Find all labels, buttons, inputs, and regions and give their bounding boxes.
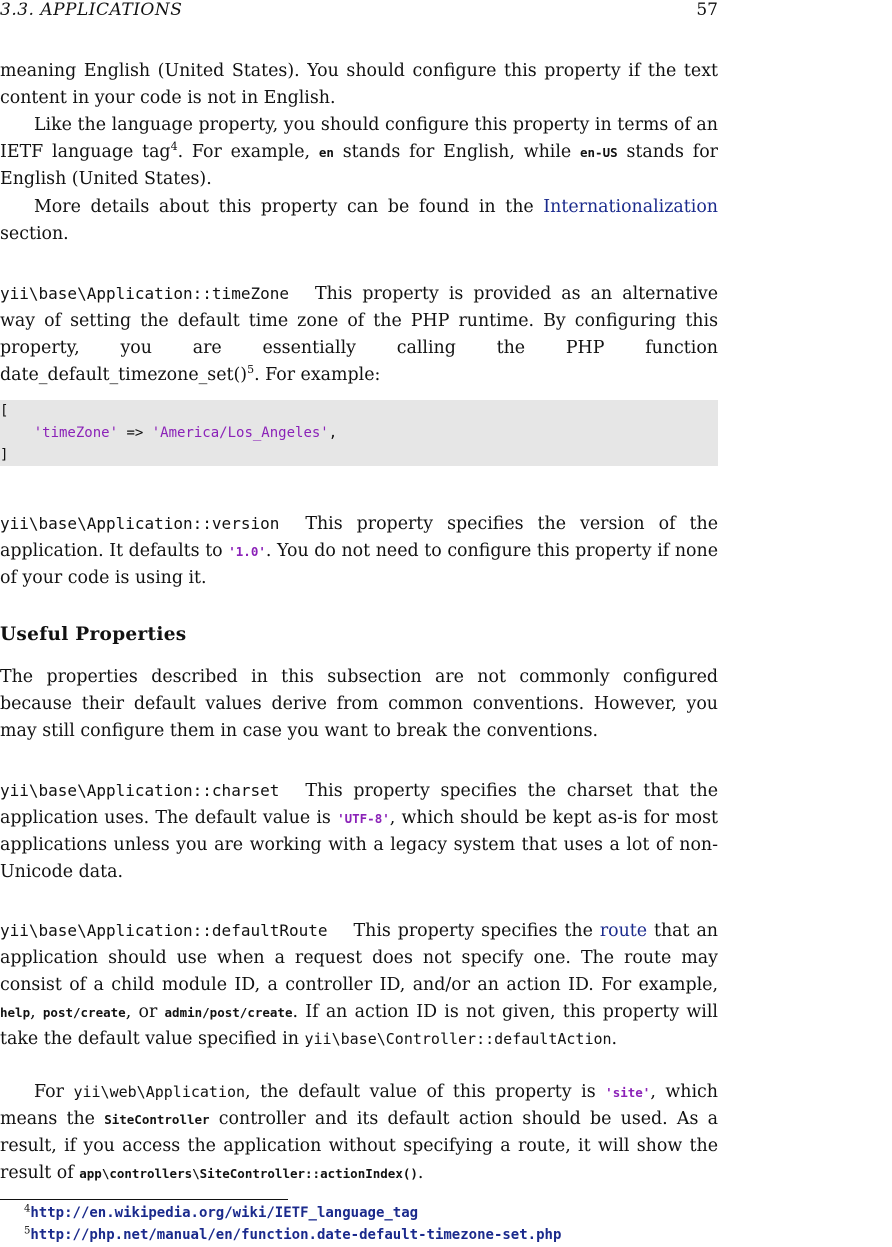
charset-term: yii\base\Application::charset	[0, 781, 280, 800]
footnote-5-url[interactable]: http://php.net/manual/en/function.date-default-timezone-set.php	[30, 1227, 562, 1243]
code-line-3: ]	[0, 447, 9, 463]
inline-code-en-us: en-US	[580, 145, 618, 160]
page-number: 57	[696, 0, 718, 20]
inline-code-default-action: yii\base\Controller::defaultAction	[304, 1030, 612, 1048]
version-term: yii\base\Application::version	[0, 514, 280, 533]
footnote-divider	[0, 1199, 288, 1200]
paragraph-language-end: meaning English (United States). You should configure this property if the text content in your code is not in English.	[0, 61, 718, 108]
inline-code-post-create: post/create	[42, 1005, 126, 1020]
inline-code-admin-post-create: admin/post/create	[164, 1005, 293, 1020]
footnote-4-number: 4	[24, 1203, 31, 1215]
useful-properties-heading: Useful Properties	[0, 624, 187, 645]
footnote-5-number: 5	[24, 1225, 31, 1237]
charset-property: yii\base\Application::charset This property specifies the charset that the application uses. The default value is 'UTF-8', which should be kept as-is for most applications unless you are working with a legacy system that uses a lot of non-Unicode data.	[0, 781, 718, 882]
paragraph-ietf-tag: Like the language property, you should configure this property in terms of an IETF language tag$^4$. For example, en stands for English, while en-US stands for English (United States).	[0, 115, 718, 189]
default-route-property: yii\base\Application::defaultRoute This property specifies the route that an application should use when a request does not specify one. The route may consist of a child module ID, a controller ID, and/or an action ID. For example, help, post/create, or admin/post/create. If an action ID is not given, this property will take the default value specified in yii\base\Controller::defaultAction.	[0, 921, 719, 1049]
code-line-1: [	[0, 403, 9, 419]
inline-code-web-application: yii\web\Application	[73, 1083, 246, 1101]
route-link[interactable]: route	[599, 921, 648, 941]
running-header	[0, 0, 718, 22]
code-line-2: 'timeZone' => 'America/Los_Angeles',	[33, 425, 338, 441]
default-route-value: 'site'	[605, 1085, 651, 1100]
footnote-ref-5[interactable]: 5	[247, 363, 255, 377]
timezone-property: yii\base\Application::timeZone This property is provided as an alternative way of setting the default time zone of the PHP runtime. By configuring this property, you are essentially calling the PHP function date_default_timezone_set()$^5$. For example:	[0, 284, 718, 385]
inline-code-en: en	[318, 145, 334, 160]
default-route-web-paragraph: For yii\web\Application, the default value of this property is 'site', which means the SiteController controller and its default action should be used. As a result, if you access the application without specifying a route, it will show the result of app\controllers\SiteController::actionIndex().	[0, 1082, 718, 1183]
footnote-4-url[interactable]: http://en.wikipedia.org/wiki/IETF_language_tag	[30, 1205, 419, 1221]
version-default-value: '1.0'	[228, 544, 266, 559]
footnote-5[interactable]	[24, 1227, 561, 1243]
inline-code-help: help	[0, 1005, 31, 1020]
timezone-term: yii\base\Application::timeZone	[0, 284, 289, 303]
charset-default-value: 'UTF-8'	[337, 811, 390, 826]
inline-code-action-index: app\controllers\SiteController::actionIndex()	[79, 1166, 418, 1181]
version-property: yii\base\Application::version This property specifies the version of the application. It defaults to '1.0'. You do not need to configure this property if none of your code is using it.	[0, 514, 718, 588]
paragraph-more-details: More details about this property can be found in the Internationalization section.	[0, 197, 718, 244]
code-key: 'timeZone'	[33, 425, 119, 441]
default-route-term: yii\base\Application::defaultRoute	[0, 921, 328, 940]
useful-properties-paragraph: The properties described in this subsection are not commonly configured because their default values derive from common conventions. However, you may still configure them in case you want to break the conventions.	[0, 667, 718, 741]
code-value: 'America/Los_Angeles'	[151, 425, 329, 441]
footnote-ref-4[interactable]: 4	[170, 140, 178, 154]
section-title: 3.3. APPLICATIONS	[0, 0, 183, 20]
code-block-timezone	[0, 400, 718, 466]
footnote-4[interactable]	[24, 1205, 418, 1221]
inline-code-site-controller: SiteController	[104, 1112, 210, 1127]
internationalization-link[interactable]: Internationalization	[543, 197, 718, 217]
